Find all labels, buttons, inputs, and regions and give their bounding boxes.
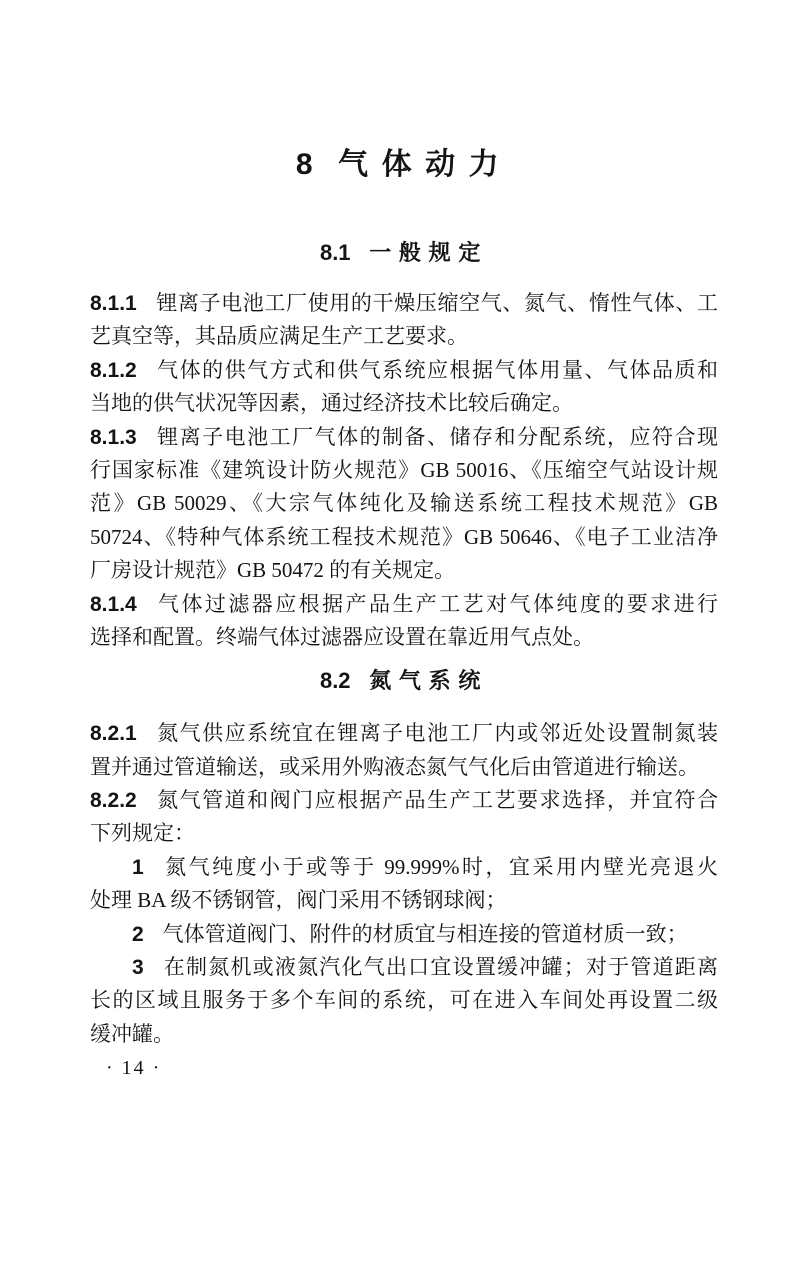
chapter-title-text: 气体动力: [338, 148, 513, 181]
item-number: 1: [132, 855, 144, 879]
clause-line: 置并通过管道输送，或采用外购液态氮气气化后由管道进行输送。: [90, 754, 699, 779]
line-text: 氮气纯度小于或等于 99.999%时，宜采用内壁光亮退火: [162, 854, 718, 879]
line-text: 锂离子电池工厂使用的干燥压缩空气、氮气、惰性气体、工: [155, 291, 718, 315]
item-line: 缓冲罐。: [90, 1021, 174, 1046]
clause-line: 50724、《特种气体系统工程技术规范》GB 50646、《电子工业洁净: [90, 524, 718, 549]
page-number: · 14 ·: [106, 1057, 162, 1080]
page-sheet: [0, 146, 794, 1269]
item-line: 长的区域且服务于多个车间的系统，可在进入车间处再设置二级: [90, 988, 718, 1013]
section-number: 8.2: [319, 668, 351, 694]
clause-number: 8.1.4: [90, 592, 137, 616]
section-title: 一般规定: [369, 240, 489, 265]
section-title: 氮气系统: [369, 668, 489, 694]
line-text: 氮气供应系统宜在锂离子电池工厂内或邻近处设置制氮装: [155, 721, 718, 746]
item-number: 3: [132, 956, 144, 980]
clause-line: [90, 421, 718, 454]
clause-line: 选择和配置。终端气体过滤器应设置在靠近用气点处。: [90, 624, 594, 649]
clause-line: 范》GB 50029、《大宗气体纯化及输送系统工程技术规范》GB: [90, 491, 718, 516]
clause-line: [90, 354, 718, 387]
clause-number: 8.2.2: [90, 789, 137, 813]
chapter-number: 8: [295, 148, 313, 181]
clause-line: 厂房设计规范》GB 50472 的有关规定。: [90, 558, 456, 583]
document-body: [90, 239, 718, 1051]
clause-line: [90, 717, 718, 750]
section-heading: [90, 667, 718, 694]
item-line: 处理 BA 级不锈钢管，阀门采用不锈钢球阀；: [90, 888, 507, 913]
item-line: [90, 951, 718, 984]
clause-number: 8.1.2: [90, 358, 137, 382]
line-text: 气体的供气方式和供气系统应根据气体用量、气体品质和: [155, 357, 718, 382]
clause-line: 行国家标准《建筑设计防火规范》GB 50016、《压缩空气站设计规: [90, 457, 718, 482]
line-text: 在制氮机或液氮汽化气出口宜设置缓冲罐；对于管道距离: [162, 955, 718, 980]
clause-line: 艺真空等，其品质应满足生产工艺要求。: [90, 324, 468, 349]
clause-line: 下列规定：: [90, 821, 195, 846]
clause-number: 8.1.1: [90, 292, 137, 315]
clause-line: [90, 287, 718, 320]
clause-number: 8.1.3: [90, 425, 137, 449]
line-text: 气体管道阀门、附件的材质宜与相连接的管道材质一致；: [162, 921, 688, 946]
chapter-title: [90, 146, 718, 184]
clause-line: 当地的供气状况等因素，通过经济技术比较后确定。: [90, 391, 573, 416]
item-line: [90, 851, 718, 884]
clause-number: 8.2.1: [90, 722, 137, 746]
line-text: 气体过滤器应根据产品生产工艺对气体纯度的要求进行: [155, 591, 718, 616]
item-number: 2: [132, 922, 144, 946]
line-text: 锂离子电池工厂气体的制备、储存和分配系统，应符合现: [155, 424, 718, 449]
clause-line: [90, 588, 718, 621]
section-number: 8.1: [319, 240, 351, 265]
section-heading: [90, 239, 718, 266]
item-line: [90, 918, 718, 951]
clause-line: [90, 784, 718, 817]
line-text: 氮气管道和阀门应根据产品生产工艺要求选择，并宜符合: [155, 788, 718, 813]
